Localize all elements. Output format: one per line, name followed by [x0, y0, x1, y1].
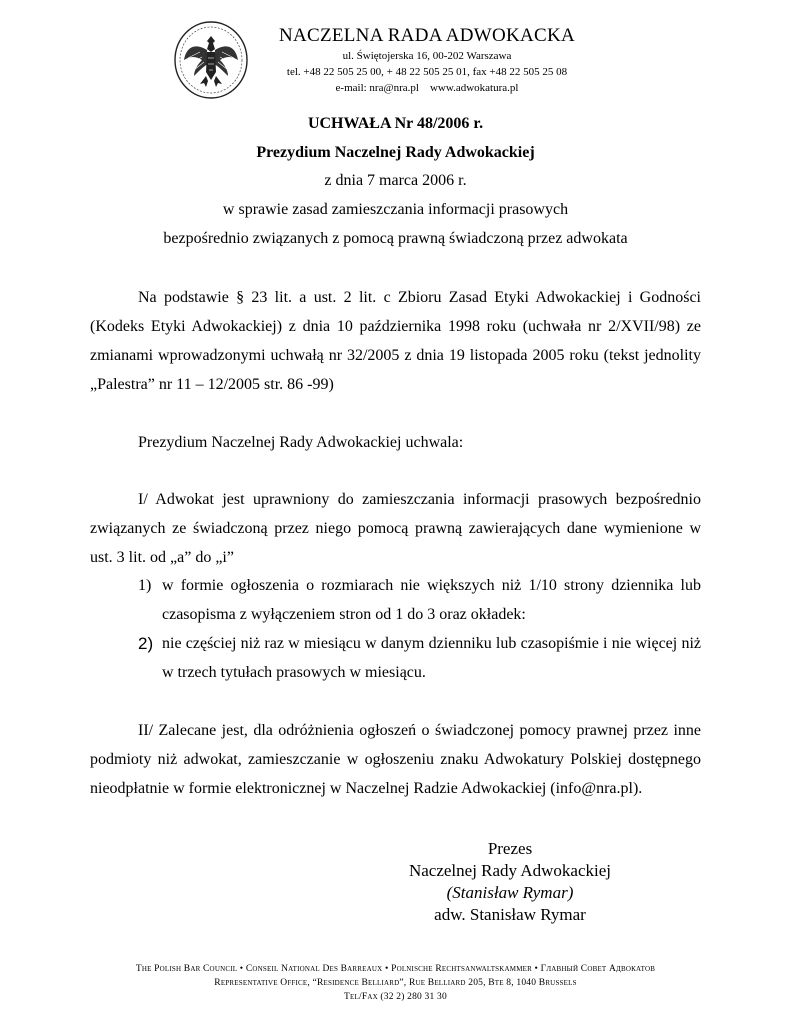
section-1-paragraph	[90, 485, 701, 572]
resolution-subject-line1: w sprawie zasad zamieszczania informacji prasowych	[222, 201, 569, 218]
section-2-paragraph	[90, 716, 701, 803]
letterhead	[258, 24, 596, 96]
footer-line1: The Polish Bar Council • Conseil National Des Barreaux • Polnische Rechtsanwaltskammer • Главный Совет Адвокатов	[135, 964, 656, 974]
signature-role: Prezes	[487, 839, 533, 858]
resolution-date: z dnia 7 marca 2006 r.	[324, 172, 467, 189]
footer-line2: Representative Office, “Residence Belliard”, Rue Belliard 205, Bte 8, 1040 Brussels	[214, 978, 577, 988]
org-contact: e-mail: nra@nra.pl www.adwokatura.pl	[335, 82, 519, 94]
signature-body: Naczelnej Rady Adwokackiej	[408, 861, 612, 880]
list-item-number: 1)	[138, 577, 152, 594]
list-item	[138, 629, 701, 687]
list-item-text: nie częściej niż raz w miesiącu w danym dzienniku lub czasopiśmie i nie więcej niż w trzech tytułach prasowych w miesiącu.	[162, 635, 701, 681]
resolution-subject-line2: bezpośrednio związanych z pomocą prawną świadczoną przez adwokata	[163, 230, 628, 247]
signature-signed: (Stanisław Rymar)	[446, 883, 574, 902]
org-phones: tel. +48 22 505 25 00, + 48 22 505 25 01, fax +48 22 505 25 08	[286, 66, 568, 78]
resolves-paragraph	[90, 428, 701, 457]
resolution-number: UCHWAŁA Nr 48/2006 r.	[307, 115, 484, 132]
resolution-issuer: Prezydium Naczelnej Rady Adwokackiej	[256, 144, 535, 161]
preamble-text: Na podstawie § 23 lit. a ust. 2 lit. c Zbioru Zasad Etyki Adwokackiej i Godności (Kodeks Etyki Adwokackiej) z dnia 10 października 1998 roku (uchwała nr 2/XVII/98) ze zmianami wprowadzonymi uchwałą nr 32/2005 z dnia 19 listopada 2005 roku (tekst jednolity „Palestra” nr 11 – 12/2005 str. 86 -99)	[90, 289, 701, 393]
footer-line3: Tel/Fax (32 2) 280 31 30	[344, 992, 447, 1002]
bar-council-crest-icon	[172, 20, 250, 100]
list-item-text: w formie ogłoszenia o rozmiarach nie większych niż 1/10 strony dziennika lub czasopisma z wyłączeniem stron od 1 do 3 oraz okładek:	[162, 577, 701, 623]
org-address: ul. Świętojerska 16, 00-202 Warszawa	[342, 50, 512, 62]
section-1-text: I/ Adwokat jest uprawniony do zamieszczania informacji prasowych bezpośrednio związanych ze świadczoną przez niego pomocą prawną zawierających dane wymienione w ust. 3 lit. od „a” do „i”	[90, 491, 701, 566]
org-name: NACZELNA RADA ADWOKACKA	[278, 25, 576, 46]
section-2-text: II/ Zalecane jest, dla odróżnienia ogłoszeń o świadczonej pomocy prawnej przez inne podmioty niż adwokat, zamieszczanie w ogłoszeniu znaku Adwokatury Polskiej dostępnego nieodpłatnie w formie elektronicznej w Naczelnej Radzie Adwokackiej (info@nra.pl).	[90, 722, 701, 797]
list-item	[138, 571, 701, 629]
signature-name: adw. Stanisław Rymar	[434, 905, 586, 924]
preamble-paragraph	[90, 283, 701, 399]
list-item-number: 2)	[138, 634, 154, 653]
resolves-text: Prezydium Naczelnej Rady Adwokackiej uchwala:	[138, 434, 464, 451]
